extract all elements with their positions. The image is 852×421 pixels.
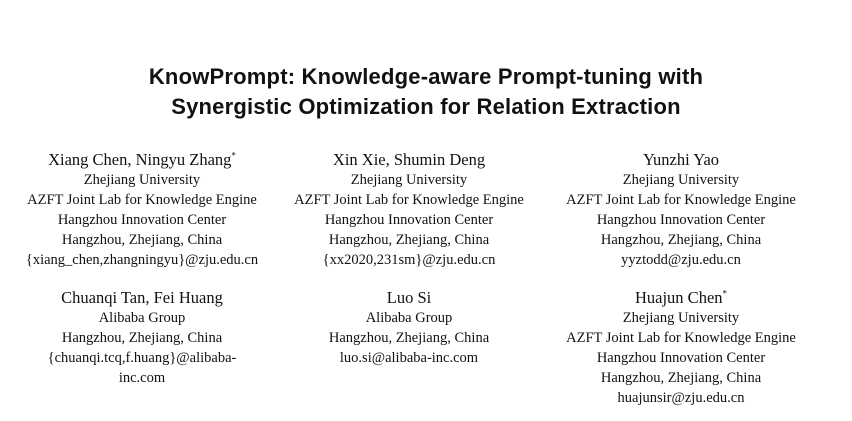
author-email[interactable]: {xx2020,231sm}@zju.edu.cn	[322, 252, 496, 268]
paper-title	[0, 62, 852, 122]
affiliation-line: Zhejiang University	[350, 172, 468, 188]
author-email[interactable]: {chuanqi.tcq,f.huang}@alibaba- inc.com	[47, 350, 237, 386]
affiliation-line: Zhejiang University	[622, 172, 740, 188]
author-email[interactable]: luo.si@alibaba-inc.com	[339, 350, 479, 366]
author-name: Huajun Chen*	[634, 288, 728, 307]
affiliation-line: Hangzhou, Zhejiang, China	[600, 232, 762, 248]
affiliation-line: AZFT Joint Lab for Knowledge Engine	[294, 192, 524, 208]
author-name: Yunzhi Yao	[642, 150, 720, 169]
affiliation-line: Alibaba Group	[98, 310, 186, 326]
affiliation-line: Hangzhou, Zhejiang, China	[61, 232, 223, 248]
author-name: Xiang Chen, Ningyu Zhang*	[48, 150, 236, 169]
affiliation-line: Zhejiang University	[622, 310, 740, 326]
affiliation-line: Alibaba Group	[365, 310, 453, 326]
affiliation-line: Hangzhou, Zhejiang, China	[328, 330, 490, 346]
author-email[interactable]: huajunsir@zju.edu.cn	[617, 390, 745, 406]
corresponding-mark: *	[722, 288, 728, 299]
affiliation-line: Hangzhou Innovation Center	[324, 212, 494, 228]
affiliation-line: AZFT Joint Lab for Knowledge Engine	[27, 192, 257, 208]
affiliation-line: AZFT Joint Lab for Knowledge Engine	[566, 192, 796, 208]
author-email[interactable]: yyztodd@zju.edu.cn	[621, 252, 741, 268]
author-block-4	[0, 287, 287, 388]
author-email[interactable]: {xiang_chen,zhangningyu}@zju.edu.cn	[25, 252, 259, 268]
author-block-2	[264, 149, 554, 270]
corresponding-mark: *	[231, 150, 236, 161]
title-line-1: KnowPrompt: Knowledge-aware Prompt-tuning with	[148, 64, 704, 89]
author-block-1	[0, 149, 287, 270]
affiliation-line: Hangzhou, Zhejiang, China	[328, 232, 490, 248]
affiliation-line: Hangzhou, Zhejiang, China	[61, 330, 223, 346]
affiliation-line: Zhejiang University	[83, 172, 201, 188]
author-name: Chuanqi Tan, Fei Huang	[61, 288, 223, 307]
author-block-6	[536, 287, 826, 408]
affiliation-line: AZFT Joint Lab for Knowledge Engine	[566, 330, 796, 346]
author-block-3	[536, 149, 826, 270]
affiliation-line: Hangzhou, Zhejiang, China	[600, 370, 762, 386]
author-block-5	[264, 287, 554, 368]
author-name: Luo Si	[386, 288, 432, 307]
author-name: Xin Xie, Shumin Deng	[332, 150, 486, 169]
affiliation-line: Hangzhou Innovation Center	[57, 212, 227, 228]
affiliation-line: Hangzhou Innovation Center	[596, 212, 766, 228]
affiliation-line: Hangzhou Innovation Center	[596, 350, 766, 366]
title-line-2: Synergistic Optimization for Relation Extraction	[171, 94, 681, 119]
